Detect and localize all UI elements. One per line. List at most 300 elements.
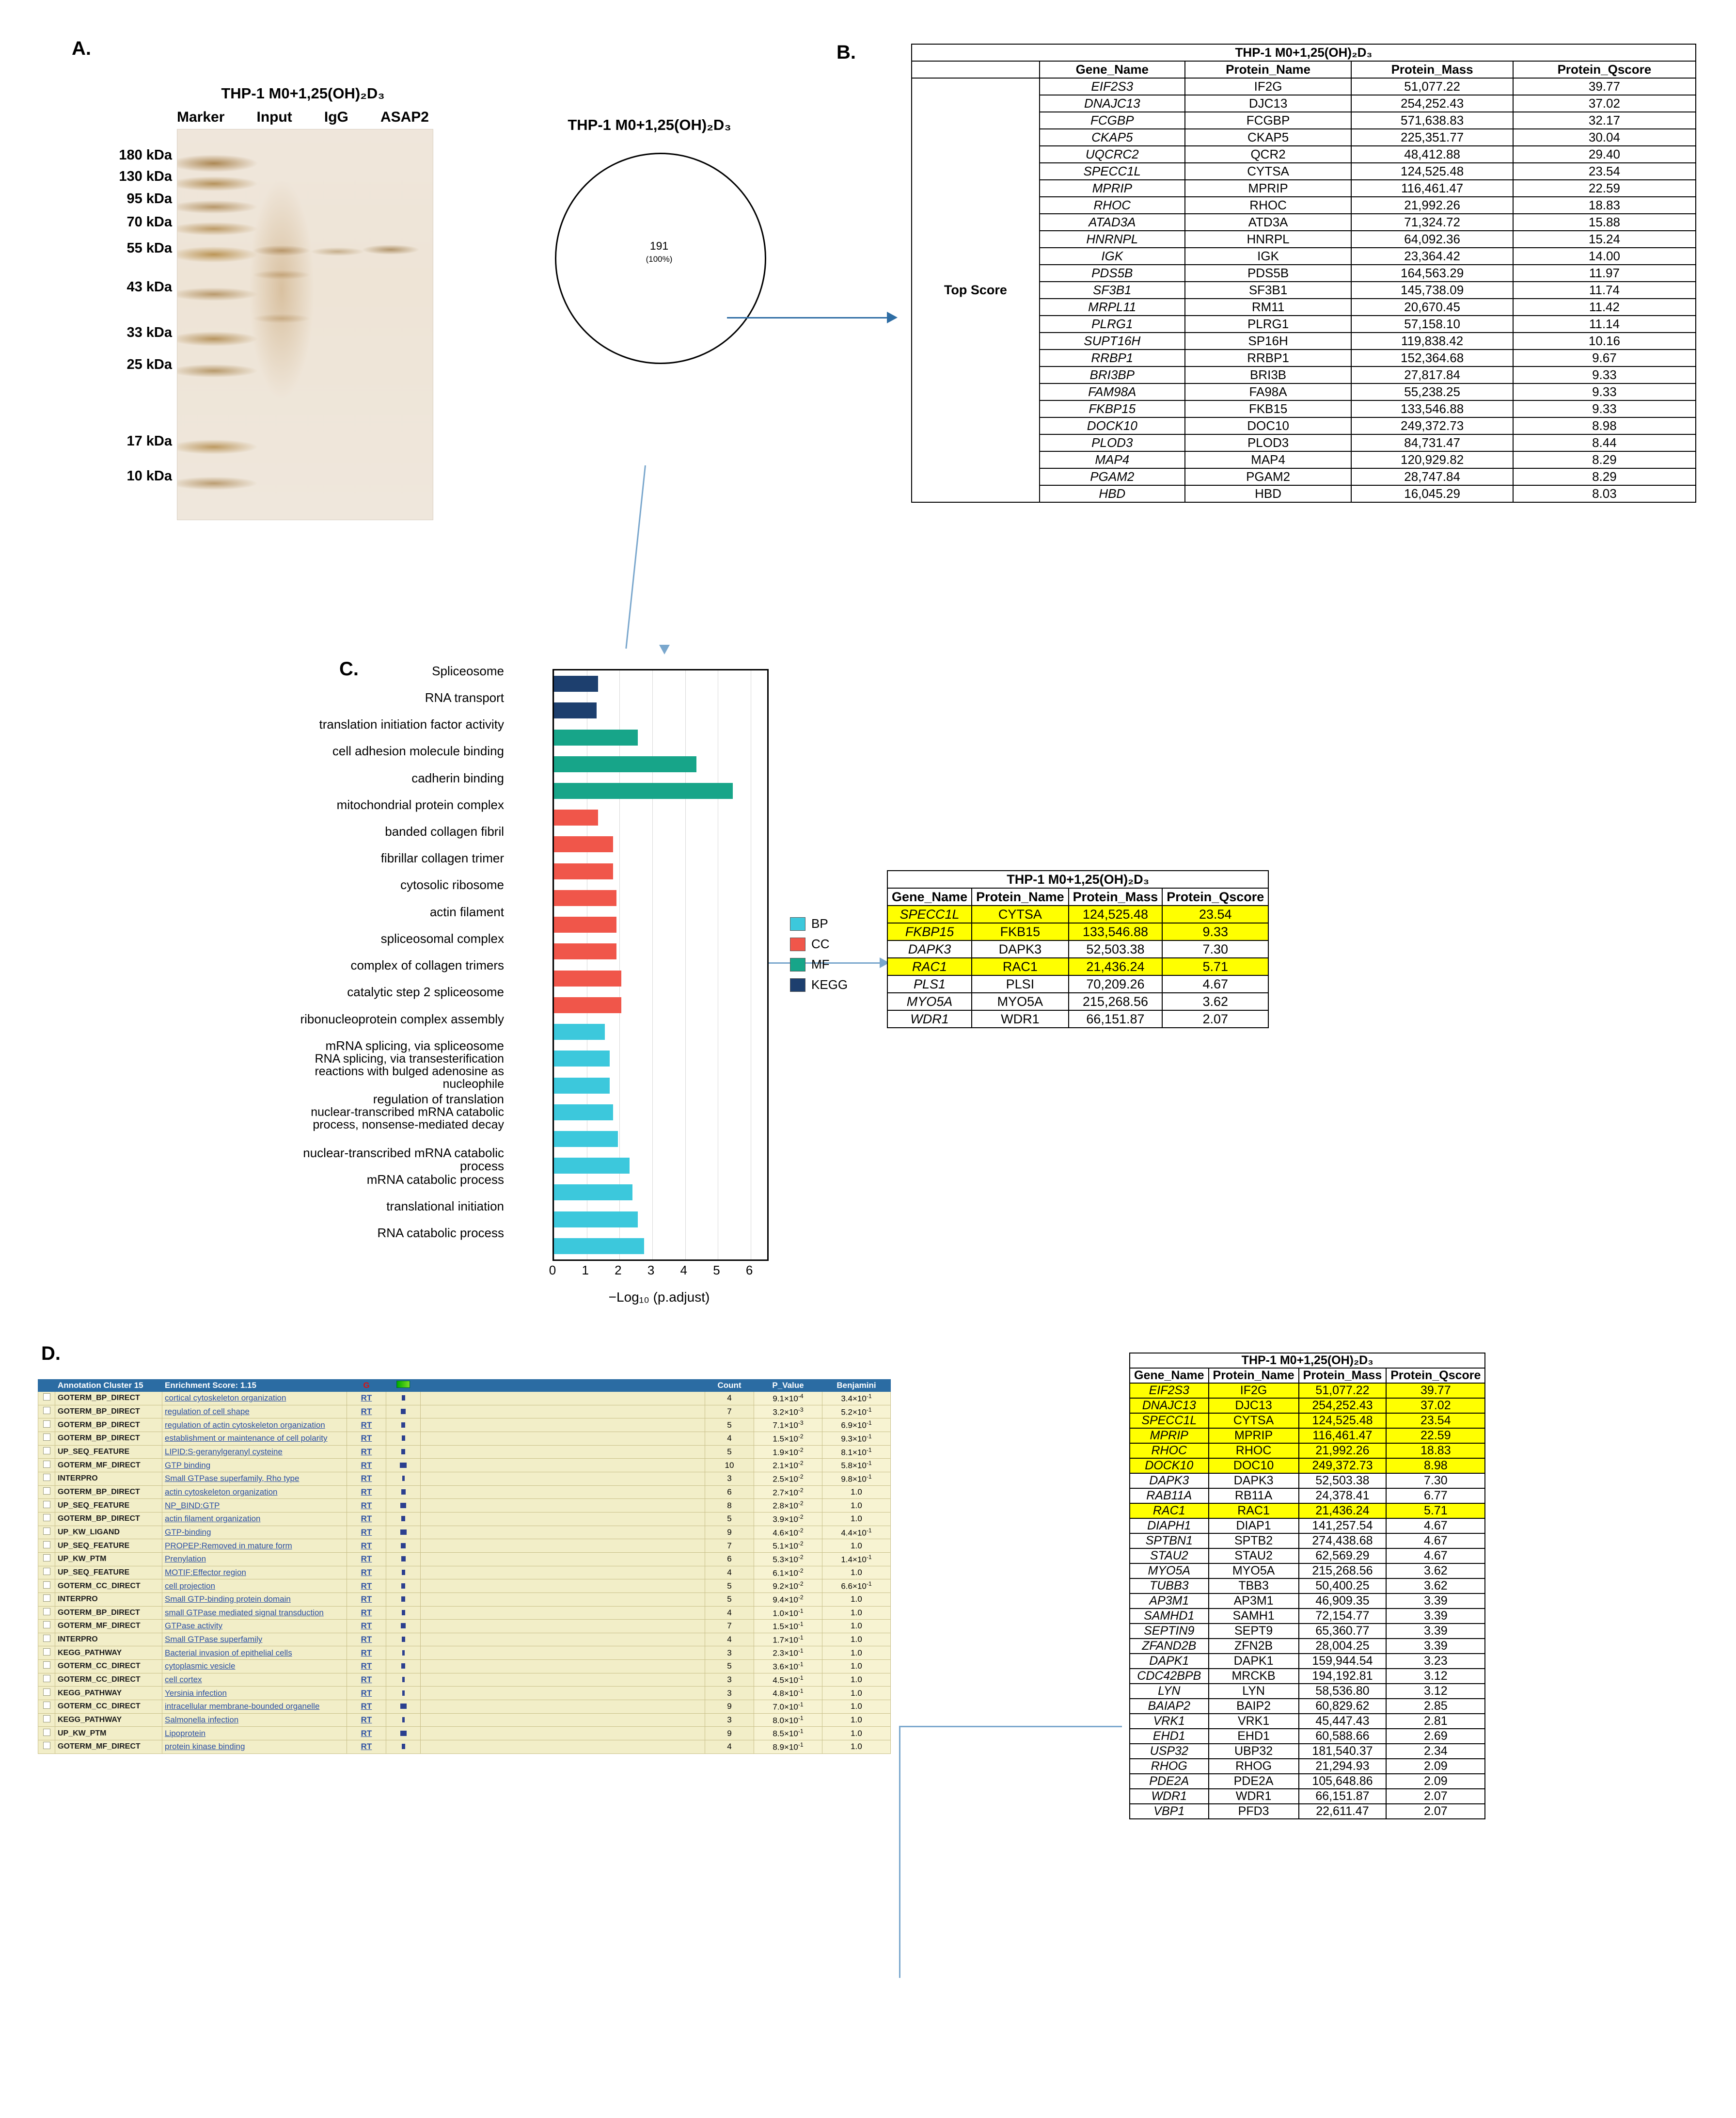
tabled2-cell: PDE2A [1209, 1774, 1299, 1789]
david-term-link[interactable]: intracellular membrane-bounded organelle [165, 1702, 320, 1711]
tableb-cell: 21,992.26 [1351, 197, 1513, 214]
tabled2-cell: VRK1 [1130, 1714, 1209, 1729]
marker-label-2: 95 kDa [126, 191, 172, 207]
table-row [1130, 1398, 1485, 1413]
tableb-cell: 11.74 [1513, 282, 1696, 299]
tableb-cell: PLRG1 [1040, 316, 1185, 333]
david-row-bar-icon[interactable] [386, 1740, 421, 1754]
tableb-cell: HNRNPL [1040, 231, 1185, 248]
david-row-category: GOTERM_BP_DIRECT [55, 1432, 162, 1445]
tabled2-cell: 2.85 [1386, 1699, 1485, 1714]
david-row-term[interactable] [162, 1472, 347, 1485]
david-row-category: GOTERM_BP_DIRECT [55, 1418, 162, 1432]
david-row-benjamini: $9.3\times 10^{-1}$ [822, 1432, 891, 1445]
tabled2-cell: MPRIP [1209, 1428, 1299, 1443]
tableb-body [912, 78, 1696, 502]
david-row-pvalue: $2.8\times 10^{-2}$ [754, 1499, 822, 1513]
david-row-count: 5 [705, 1579, 754, 1593]
david-term-link[interactable]: small GTPase mediated signal transduction [165, 1608, 324, 1617]
david-row-rt[interactable]: RT [347, 1485, 386, 1499]
tableb-cell: RHOC [1185, 197, 1352, 214]
table-row [1130, 1714, 1485, 1729]
david-term-link[interactable]: LIPID:S-geranylgeranyl cysteine [165, 1447, 283, 1456]
david-row-spacer [421, 1713, 705, 1727]
chart-xtick-2: 2 [615, 1263, 622, 1277]
chart-bar [554, 783, 733, 799]
david-term-link[interactable]: establishment or maintenance of cell polarity [165, 1433, 328, 1443]
tabled2-cell: 3.62 [1386, 1578, 1485, 1593]
david-row-term[interactable] [162, 1673, 347, 1687]
david-row-rt[interactable]: RT [347, 1606, 386, 1620]
tableb-cell: RRBP1 [1185, 350, 1352, 366]
david-row-category: UP_SEQ_FEATURE [55, 1445, 162, 1459]
gel-image [177, 129, 433, 520]
david-row [38, 1512, 891, 1526]
tableb-cell: 120,929.82 [1351, 451, 1513, 468]
david-row-term[interactable] [162, 1392, 347, 1405]
david-row-category: UP_SEQ_FEATURE [55, 1539, 162, 1553]
tabled2-cell: 2.81 [1386, 1714, 1485, 1729]
david-row-rt[interactable]: RT [347, 1713, 386, 1727]
david-row-term[interactable] [162, 1592, 347, 1606]
david-row-bar-icon[interactable] [386, 1633, 421, 1646]
tableb-cell: CYTSA [1185, 163, 1352, 180]
david-term-link[interactable]: cell projection [165, 1581, 215, 1591]
tablemid-cell: 66,151.87 [1069, 1010, 1163, 1028]
david-row-bar-icon[interactable] [386, 1673, 421, 1687]
blot-lane-labels [177, 109, 429, 126]
david-row-checkbox[interactable] [38, 1499, 55, 1513]
david-row-category: GOTERM_BP_DIRECT [55, 1606, 162, 1620]
david-row-bar-icon[interactable] [386, 1660, 421, 1673]
david-row-rt[interactable]: RT [347, 1499, 386, 1513]
david-row-term[interactable] [162, 1740, 347, 1754]
tablemid-cell: PLS1 [887, 975, 972, 993]
panel-a-western-blot [73, 34, 509, 567]
david-term-link[interactable]: protein kinase binding [165, 1742, 245, 1752]
david-row [38, 1539, 891, 1553]
david-row-rt[interactable]: RT [347, 1740, 386, 1754]
david-row-bar-icon[interactable] [386, 1526, 421, 1539]
david-row-bar-icon[interactable] [386, 1727, 421, 1740]
tabled2-cell: 4.67 [1386, 1548, 1485, 1563]
david-row-checkbox[interactable] [38, 1646, 55, 1660]
david-row-term[interactable] [162, 1606, 347, 1620]
david-term-link[interactable]: regulation of cell shape [165, 1406, 250, 1416]
david-row-term[interactable] [162, 1445, 347, 1459]
david-row-category: INTERPRO [55, 1472, 162, 1485]
table-row [1130, 1608, 1485, 1624]
tabled2-cell: RAB11A [1130, 1488, 1209, 1503]
tablemid-cell: 7.30 [1162, 940, 1268, 958]
david-term-link[interactable]: Yersinia infection [165, 1688, 227, 1698]
tablemid-cell: 4.67 [1162, 975, 1268, 993]
david-row-term[interactable] [162, 1512, 347, 1526]
david-row-checkbox[interactable] [38, 1432, 55, 1445]
tableb-cell: BRI3B [1185, 366, 1352, 383]
david-row-term[interactable] [162, 1418, 347, 1432]
tabled2-cell: EIF2S3 [1130, 1383, 1209, 1398]
david-table-body [38, 1380, 891, 1754]
david-row-checkbox[interactable] [38, 1740, 55, 1754]
tabled2-cell: 51,077.22 [1299, 1383, 1387, 1398]
tabled2-cell: 8.98 [1386, 1458, 1485, 1473]
tablemid-header-2: Protein_Mass [1069, 888, 1163, 906]
david-row-rt[interactable]: RT [347, 1552, 386, 1566]
david-row-checkbox[interactable] [38, 1552, 55, 1566]
david-row-category: KEGG_PATHWAY [55, 1646, 162, 1660]
arrow-venn-to-chart-line [625, 465, 646, 649]
david-row-rt[interactable]: RT [347, 1620, 386, 1633]
david-row-rt[interactable]: RT [347, 1579, 386, 1593]
david-term-link[interactable]: cell cortex [165, 1675, 202, 1685]
david-row-term[interactable] [162, 1713, 347, 1727]
blot-title: THP-1 M0+1,25(OH)₂D₃ [221, 85, 385, 102]
tabled2-cell: 274,438.68 [1299, 1533, 1387, 1548]
david-row-bar-icon[interactable] [386, 1445, 421, 1459]
david-row-term[interactable] [162, 1405, 347, 1418]
david-row-bar-icon[interactable] [386, 1432, 421, 1445]
david-row-term[interactable] [162, 1727, 347, 1740]
tableb-cell: 37.02 [1513, 95, 1696, 112]
david-row [38, 1727, 891, 1740]
david-row-rt[interactable]: RT [347, 1700, 386, 1714]
david-row-category: UP_SEQ_FEATURE [55, 1499, 162, 1513]
david-row-count: 4 [705, 1392, 754, 1405]
tablemid-cell: CYTSA [972, 906, 1069, 923]
david-term-link[interactable]: actin filament organization [165, 1514, 261, 1524]
david-row-count: 4 [705, 1633, 754, 1646]
tablemid-caption: THP-1 M0+1,25(OH)₂D₃ [887, 871, 1268, 888]
david-row-term[interactable] [162, 1700, 347, 1714]
david-term-link[interactable]: GTP binding [165, 1460, 211, 1470]
david-row [38, 1592, 891, 1606]
tabled2-cell: 141,257.54 [1299, 1518, 1387, 1533]
tableb-cell: 84,731.47 [1351, 434, 1513, 451]
david-row-bar-icon[interactable] [386, 1592, 421, 1606]
david-row-rt[interactable]: RT [347, 1727, 386, 1740]
tableb-cell: PGAM2 [1185, 468, 1352, 485]
david-row [38, 1499, 891, 1513]
david-row-term[interactable] [162, 1566, 347, 1579]
david-row-count: 3 [705, 1687, 754, 1700]
david-term-link[interactable]: Small GTPase superfamily, Rho type [165, 1474, 300, 1483]
david-row-checkbox[interactable] [38, 1512, 55, 1526]
david-row-bar-icon[interactable] [386, 1646, 421, 1660]
david-term-link[interactable]: regulation of actin cytoskeleton organization [165, 1420, 325, 1430]
david-row-checkbox[interactable] [38, 1526, 55, 1539]
tableb-cell: 8.44 [1513, 434, 1696, 451]
tabled2-cell: STAU2 [1209, 1548, 1299, 1563]
david-row-bar-icon[interactable] [386, 1713, 421, 1727]
tablemid-cell: DAPK3 [887, 940, 972, 958]
david-row-bar-icon[interactable] [386, 1539, 421, 1553]
david-row-spacer [421, 1579, 705, 1593]
david-term-link[interactable]: cytoplasmic vesicle [165, 1661, 236, 1671]
david-row-checkbox[interactable] [38, 1660, 55, 1673]
david-row [38, 1700, 891, 1714]
tabled2-cell: 22,611.47 [1299, 1804, 1387, 1819]
david-row-bar-icon[interactable] [386, 1499, 421, 1513]
tableb-cell: FAM98A [1040, 383, 1185, 400]
david-row-checkbox[interactable] [38, 1687, 55, 1700]
tabled2-cell: TBB3 [1209, 1578, 1299, 1593]
tableb-cell: 152,364.68 [1351, 350, 1513, 366]
tabled2-cell: EHD1 [1209, 1729, 1299, 1744]
david-row-rt[interactable]: RT [347, 1633, 386, 1646]
david-row-checkbox[interactable] [38, 1566, 55, 1579]
david-term-link[interactable]: Prenylation [165, 1554, 206, 1564]
david-row-bar-icon[interactable] [386, 1620, 421, 1633]
david-row-rt[interactable]: RT [347, 1526, 386, 1539]
chart-category-label: actin filament [429, 904, 504, 919]
tableb-cell: IGK [1185, 248, 1352, 265]
tableb-cell: 48,412.88 [1351, 146, 1513, 163]
tabled2-cell: 23.54 [1386, 1413, 1485, 1428]
david-row-checkbox[interactable] [38, 1418, 55, 1432]
david-term-link[interactable]: Lipoprotein [165, 1728, 206, 1738]
chart-bar [554, 1238, 644, 1254]
david-row-count: 9 [705, 1526, 754, 1539]
david-row-bar-icon[interactable] [386, 1687, 421, 1700]
chart-bar [554, 1158, 630, 1174]
david-row-rt[interactable]: RT [347, 1392, 386, 1405]
tabled2-cell: MYO5A [1130, 1563, 1209, 1578]
david-row-checkbox[interactable] [38, 1700, 55, 1714]
david-row-rt[interactable]: RT [347, 1432, 386, 1445]
tabled2-cell: RHOC [1130, 1443, 1209, 1458]
david-row-bar-icon[interactable] [386, 1418, 421, 1432]
tabled2-header-1: Protein_Name [1209, 1368, 1299, 1383]
david-row-checkbox[interactable] [38, 1606, 55, 1620]
david-row-bar-icon[interactable] [386, 1606, 421, 1620]
david-row-pvalue: $4.5\times 10^{-1}$ [754, 1673, 822, 1687]
david-row-bar-icon[interactable] [386, 1405, 421, 1418]
chart-bar [554, 971, 621, 987]
david-row-spacer [421, 1700, 705, 1714]
tabled2-cell: ZFAND2B [1130, 1639, 1209, 1654]
david-row-rt[interactable]: RT [347, 1418, 386, 1432]
tabled2-cell: TUBB3 [1130, 1578, 1209, 1593]
david-row-term[interactable] [162, 1620, 347, 1633]
david-row-checkbox[interactable] [38, 1392, 55, 1405]
panel-d-letter: D. [41, 1343, 61, 1364]
tabled2-cell: MRCKB [1209, 1669, 1299, 1684]
david-row-checkbox[interactable] [38, 1539, 55, 1553]
david-row-bar-icon[interactable] [386, 1459, 421, 1472]
chart-icon[interactable] [396, 1381, 410, 1388]
david-row-bar-icon[interactable] [386, 1512, 421, 1526]
david-row-pvalue: $1.5\times 10^{-1}$ [754, 1620, 822, 1633]
tableb-cell: HNRPL [1185, 231, 1352, 248]
david-row-rt[interactable]: RT [347, 1472, 386, 1485]
tableb-corner [912, 61, 1040, 78]
table-row [1130, 1488, 1485, 1503]
david-row-checkbox[interactable] [38, 1405, 55, 1418]
david-row-benjamini: 1.0 [822, 1485, 891, 1499]
tablemid-cell: DAPK3 [972, 940, 1069, 958]
david-header-pvalue: P_Value [754, 1380, 822, 1392]
david-row-checkbox[interactable] [38, 1633, 55, 1646]
david-row-checkbox[interactable] [38, 1713, 55, 1727]
chart-category-label: RNA catabolic process [377, 1226, 504, 1241]
chart-category-label: spliceosomal complex [380, 931, 504, 946]
david-row-benjamini: 1.0 [822, 1606, 891, 1620]
david-row-spacer [421, 1552, 705, 1566]
david-row-bar-icon[interactable] [386, 1485, 421, 1499]
david-row-rt[interactable]: RT [347, 1566, 386, 1579]
david-row-pvalue: $7.0\times 10^{-1}$ [754, 1700, 822, 1714]
david-term-link[interactable]: NP_BIND:GTP [165, 1500, 220, 1510]
david-term-link[interactable]: Salmonella infection [165, 1715, 239, 1725]
david-row-rt[interactable]: RT [347, 1673, 386, 1687]
tableb-cell: HBD [1185, 485, 1352, 502]
david-row-checkbox[interactable] [38, 1485, 55, 1499]
tableb-cell: 51,077.22 [1351, 78, 1513, 95]
tableb-cell: 225,351.77 [1351, 129, 1513, 146]
tableb-cell: 16,045.29 [1351, 485, 1513, 502]
tableb-cell: BRI3BP [1040, 366, 1185, 383]
david-row-rt[interactable]: RT [347, 1512, 386, 1526]
david-row-checkbox[interactable] [38, 1620, 55, 1633]
david-term-link[interactable]: PROPEP:Removed in mature form [165, 1541, 292, 1550]
table-row [1130, 1684, 1485, 1699]
david-row-category: GOTERM_BP_DIRECT [55, 1512, 162, 1526]
tablemid-cell: 124,525.48 [1069, 906, 1163, 923]
table-row [1130, 1669, 1485, 1684]
chart-xtick-6: 6 [745, 1263, 753, 1277]
tableb-cell: RM11 [1185, 299, 1352, 316]
tableb-cell: UQCRC2 [1040, 146, 1185, 163]
tableb-cell: MAP4 [1040, 451, 1185, 468]
david-row-checkbox[interactable] [38, 1472, 55, 1485]
david-row-spacer [421, 1418, 705, 1432]
david-term-link[interactable]: cortical cytoskeleton organization [165, 1393, 286, 1403]
david-term-link[interactable]: Bacterial invasion of epithelial cells [165, 1648, 292, 1657]
marker-label-7: 25 kDa [126, 357, 172, 372]
chart-xtick-0: 0 [549, 1263, 556, 1277]
david-row-rt[interactable]: RT [347, 1592, 386, 1606]
arrow-venn-to-tableb-head [887, 312, 898, 323]
david-term-link[interactable]: Small GTP-binding protein domain [165, 1594, 291, 1604]
david-row-term[interactable] [162, 1499, 347, 1513]
tabled2-cell: RHOG [1209, 1759, 1299, 1774]
table-row [1130, 1593, 1485, 1608]
david-row-rt[interactable]: RT [347, 1459, 386, 1472]
lane-label-marker: Marker [177, 109, 225, 125]
tableb-cell: 164,563.29 [1351, 265, 1513, 282]
david-row-checkbox[interactable] [38, 1592, 55, 1606]
chart-legend [790, 916, 848, 998]
david-row-term[interactable] [162, 1526, 347, 1539]
tableb-cell: SF3B1 [1185, 282, 1352, 299]
tablemid-cell: WDR1 [972, 1010, 1069, 1028]
tableb-cell: SF3B1 [1040, 282, 1185, 299]
david-term-link[interactable]: MOTIF:Effector region [165, 1567, 246, 1577]
david-row-term[interactable] [162, 1552, 347, 1566]
david-row-count: 4 [705, 1432, 754, 1445]
tabled2-cell: 124,525.48 [1299, 1413, 1387, 1428]
david-row-bar-icon[interactable] [386, 1700, 421, 1714]
tabled2-cell: WDR1 [1209, 1789, 1299, 1804]
david-row-pvalue: $2.1\times 10^{-2}$ [754, 1459, 822, 1472]
tabled2-cell: 4.67 [1386, 1518, 1485, 1533]
david-row-term[interactable] [162, 1539, 347, 1553]
david-row-term[interactable] [162, 1485, 347, 1499]
david-row-checkbox[interactable] [38, 1445, 55, 1459]
chart-xtick-1: 1 [582, 1263, 589, 1277]
david-row-term[interactable] [162, 1579, 347, 1593]
tableb-cell: 23,364.42 [1351, 248, 1513, 265]
david-row-benjamini: 1.0 [822, 1539, 891, 1553]
david-row-bar-icon[interactable] [386, 1566, 421, 1579]
david-row-term[interactable] [162, 1459, 347, 1472]
david-term-link[interactable]: GTP-binding [165, 1527, 211, 1537]
david-row-benjamini: 1.0 [822, 1700, 891, 1714]
david-row-checkbox[interactable] [38, 1459, 55, 1472]
tableb-cell: 64,092.36 [1351, 231, 1513, 248]
david-row-term[interactable] [162, 1633, 347, 1646]
tablemid-cell: FKB15 [972, 923, 1069, 940]
david-row-pvalue: $1.0\times 10^{-1}$ [754, 1606, 822, 1620]
tabled2-cell: 60,588.66 [1299, 1729, 1387, 1744]
david-row-term[interactable] [162, 1660, 347, 1673]
david-row-checkbox[interactable] [38, 1673, 55, 1687]
david-row-bar-icon[interactable] [386, 1579, 421, 1593]
tabled2-cell: UBP32 [1209, 1744, 1299, 1759]
tabled2-cell: 3.12 [1386, 1669, 1485, 1684]
chart-bar [554, 890, 616, 906]
david-row-term[interactable] [162, 1646, 347, 1660]
david-row-rt[interactable]: RT [347, 1445, 386, 1459]
david-row-checkbox[interactable] [38, 1727, 55, 1740]
david-row-rt[interactable]: RT [347, 1660, 386, 1673]
david-term-link[interactable]: GTPase activity [165, 1621, 223, 1631]
david-row-benjamini: $5.8\times 10^{-1}$ [822, 1459, 891, 1472]
g-icon[interactable]: G [363, 1381, 370, 1390]
david-row-checkbox[interactable] [38, 1579, 55, 1593]
david-row-term[interactable] [162, 1687, 347, 1700]
david-row-category: GOTERM_CC_DIRECT [55, 1660, 162, 1673]
david-row-rt[interactable]: RT [347, 1646, 386, 1660]
tablemid-cell: 5.71 [1162, 958, 1268, 975]
david-row-bar-icon[interactable] [386, 1552, 421, 1566]
chart-legend-item [790, 957, 848, 972]
david-row-benjamini: 1.0 [822, 1713, 891, 1727]
tablemid-cell: 70,209.26 [1069, 975, 1163, 993]
marker-label-6: 33 kDa [126, 325, 172, 340]
david-row-term[interactable] [162, 1432, 347, 1445]
david-row-category: GOTERM_BP_DIRECT [55, 1405, 162, 1418]
david-row-pvalue: $2.5\times 10^{-2}$ [754, 1472, 822, 1485]
david-row-bar-icon[interactable] [386, 1472, 421, 1485]
tableb-header-0: Gene_Name [1040, 61, 1185, 78]
david-row-rt[interactable]: RT [347, 1405, 386, 1418]
tabled2-cell: 58,536.80 [1299, 1684, 1387, 1699]
tableb-cell: ATD3A [1185, 214, 1352, 231]
david-term-link[interactable]: Small GTPase superfamily [165, 1635, 263, 1644]
david-row-rt[interactable]: RT [347, 1539, 386, 1553]
marker-label-9: 10 kDa [126, 468, 172, 484]
david-row-spacer [421, 1459, 705, 1472]
david-row-rt[interactable]: RT [347, 1687, 386, 1700]
arrow-david-to-table-line [899, 1726, 900, 1978]
david-row-count: 5 [705, 1592, 754, 1606]
david-row-bar-icon[interactable] [386, 1392, 421, 1405]
david-term-link[interactable]: actin cytoskeleton organization [165, 1487, 278, 1497]
tabled2-cell: BAIAP2 [1130, 1699, 1209, 1714]
david-row-count: 4 [705, 1740, 754, 1754]
